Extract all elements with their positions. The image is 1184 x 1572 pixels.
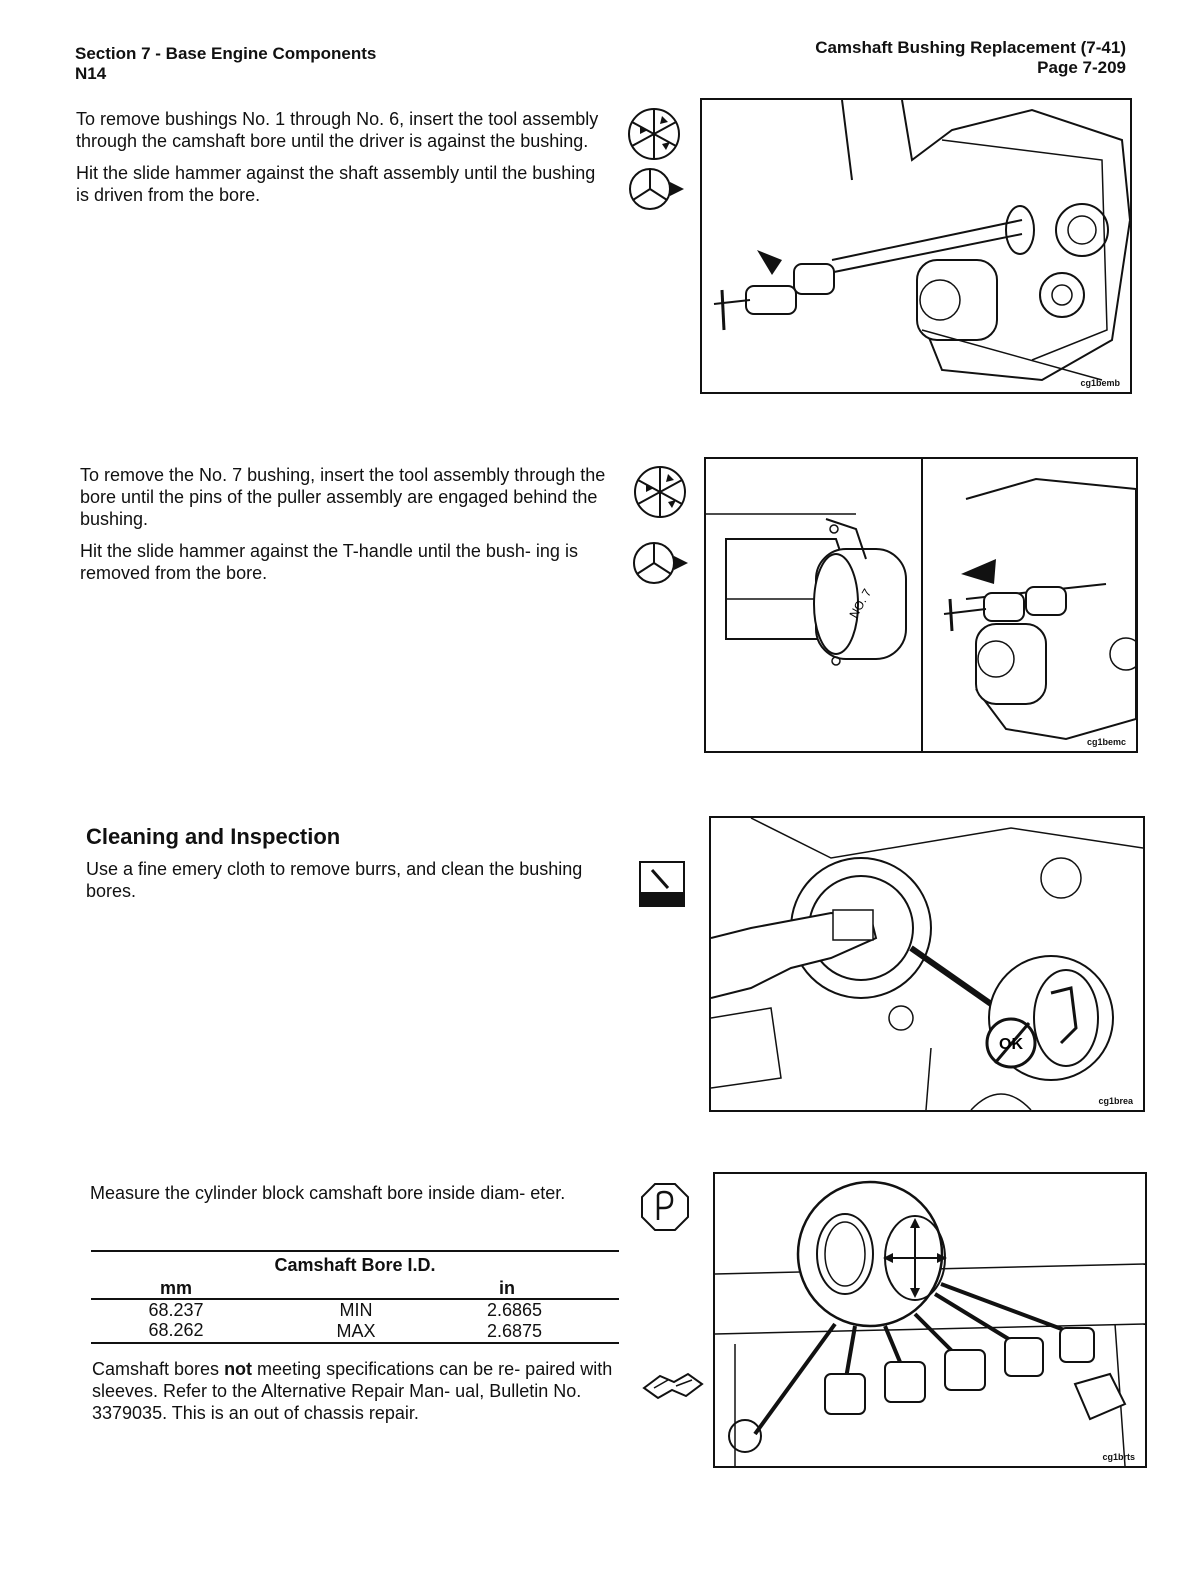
spec-table-header-row bbox=[91, 1278, 619, 1299]
cleaning-heading: Cleaning and Inspection bbox=[86, 824, 341, 849]
value-in: 2.6865 bbox=[487, 1300, 543, 1320]
figure-tool-through-bore bbox=[700, 98, 1132, 394]
figure-bore-cleaning bbox=[709, 816, 1145, 1112]
spec-table-container bbox=[91, 1250, 619, 1344]
figure-bore-measure bbox=[713, 1172, 1147, 1468]
limit-label: MIN bbox=[339, 1300, 373, 1320]
figure-puller-no7 bbox=[704, 457, 1138, 753]
figure-code: cg1brea bbox=[1098, 1096, 1133, 1106]
table-row bbox=[91, 1299, 619, 1320]
repair-note-paragraph bbox=[92, 1358, 620, 1424]
note-text-bold: not bbox=[224, 1359, 253, 1379]
header-left bbox=[75, 44, 376, 84]
step2-paragraph-2: Hit the slide hammer against the T-handle until the bush- ing is removed from the bore. bbox=[80, 541, 578, 583]
reference-book-icon bbox=[640, 1366, 706, 1404]
slide-hammer-icon bbox=[632, 540, 690, 586]
figure-code: cg1bemb bbox=[1080, 378, 1120, 388]
ok-label: OK bbox=[999, 1036, 1023, 1053]
value-mm: 68.262 bbox=[148, 1320, 204, 1340]
page-number: Page 7-209 bbox=[1037, 58, 1126, 77]
measure-icon bbox=[640, 1182, 690, 1232]
step1-paragraph-1: To remove bushings No. 1 through No. 6, insert the tool assembly through the camshaft bore until the driver is against the bushing. bbox=[76, 109, 599, 151]
measure-text bbox=[90, 1182, 620, 1214]
note-text-a: Camshaft bores bbox=[92, 1359, 225, 1379]
step2-paragraph-1: To remove the No. 7 bushing, insert the tool assembly through the bore until the pins of the puller assembly are engaged behind the bushing. bbox=[80, 465, 606, 529]
note-text-b: meeting specifications can be re- paired with sleeves. Refer to the Alternative Repair Man- ual, Bulletin No. 3379035. This is an out of chassis repair. bbox=[92, 1359, 613, 1423]
block-illustration bbox=[715, 1174, 1145, 1466]
bushing-label: NO. 7 bbox=[846, 586, 875, 621]
measure-paragraph: Measure the cylinder block camshaft bore inside diam- eter. bbox=[90, 1183, 566, 1203]
figure-code: cg1brts bbox=[1102, 1452, 1135, 1462]
step1-paragraph-2: Hit the slide hammer against the shaft assembly until the bushing is driven from the bore. bbox=[76, 163, 596, 205]
cleaning-text bbox=[86, 858, 616, 912]
cleaning-paragraph: Use a fine emery cloth to remove burrs, and clean the bushing bores. bbox=[86, 859, 583, 901]
table-row bbox=[91, 1320, 619, 1343]
spec-table-title: Camshaft Bore I.D. bbox=[274, 1255, 436, 1275]
procedure-title: Camshaft Bushing Replacement (7-41) bbox=[815, 38, 1126, 57]
column-header-mm: mm bbox=[159, 1278, 192, 1298]
header-right bbox=[815, 38, 1126, 78]
tool-assembly-icon bbox=[632, 464, 688, 520]
value-in: 2.6875 bbox=[487, 1321, 543, 1341]
limit-label: MAX bbox=[336, 1321, 376, 1341]
engine-model: N14 bbox=[75, 64, 107, 83]
step1-text bbox=[76, 108, 606, 216]
tool-assembly-icon bbox=[626, 106, 682, 162]
slide-hammer-icon bbox=[628, 166, 686, 212]
emery-cloth-icon bbox=[638, 860, 686, 908]
cleaning-illustration bbox=[711, 818, 1143, 1110]
column-header-in: in bbox=[499, 1278, 515, 1298]
repair-note bbox=[92, 1358, 620, 1434]
spec-table bbox=[91, 1278, 619, 1344]
engine-illustration bbox=[702, 100, 1130, 392]
step2-text bbox=[80, 464, 610, 594]
value-mm: 68.237 bbox=[148, 1300, 204, 1320]
figure-code: cg1bemc bbox=[1086, 737, 1126, 747]
puller-illustration bbox=[706, 459, 1136, 751]
section-title: Section 7 - Base Engine Components bbox=[75, 44, 377, 63]
